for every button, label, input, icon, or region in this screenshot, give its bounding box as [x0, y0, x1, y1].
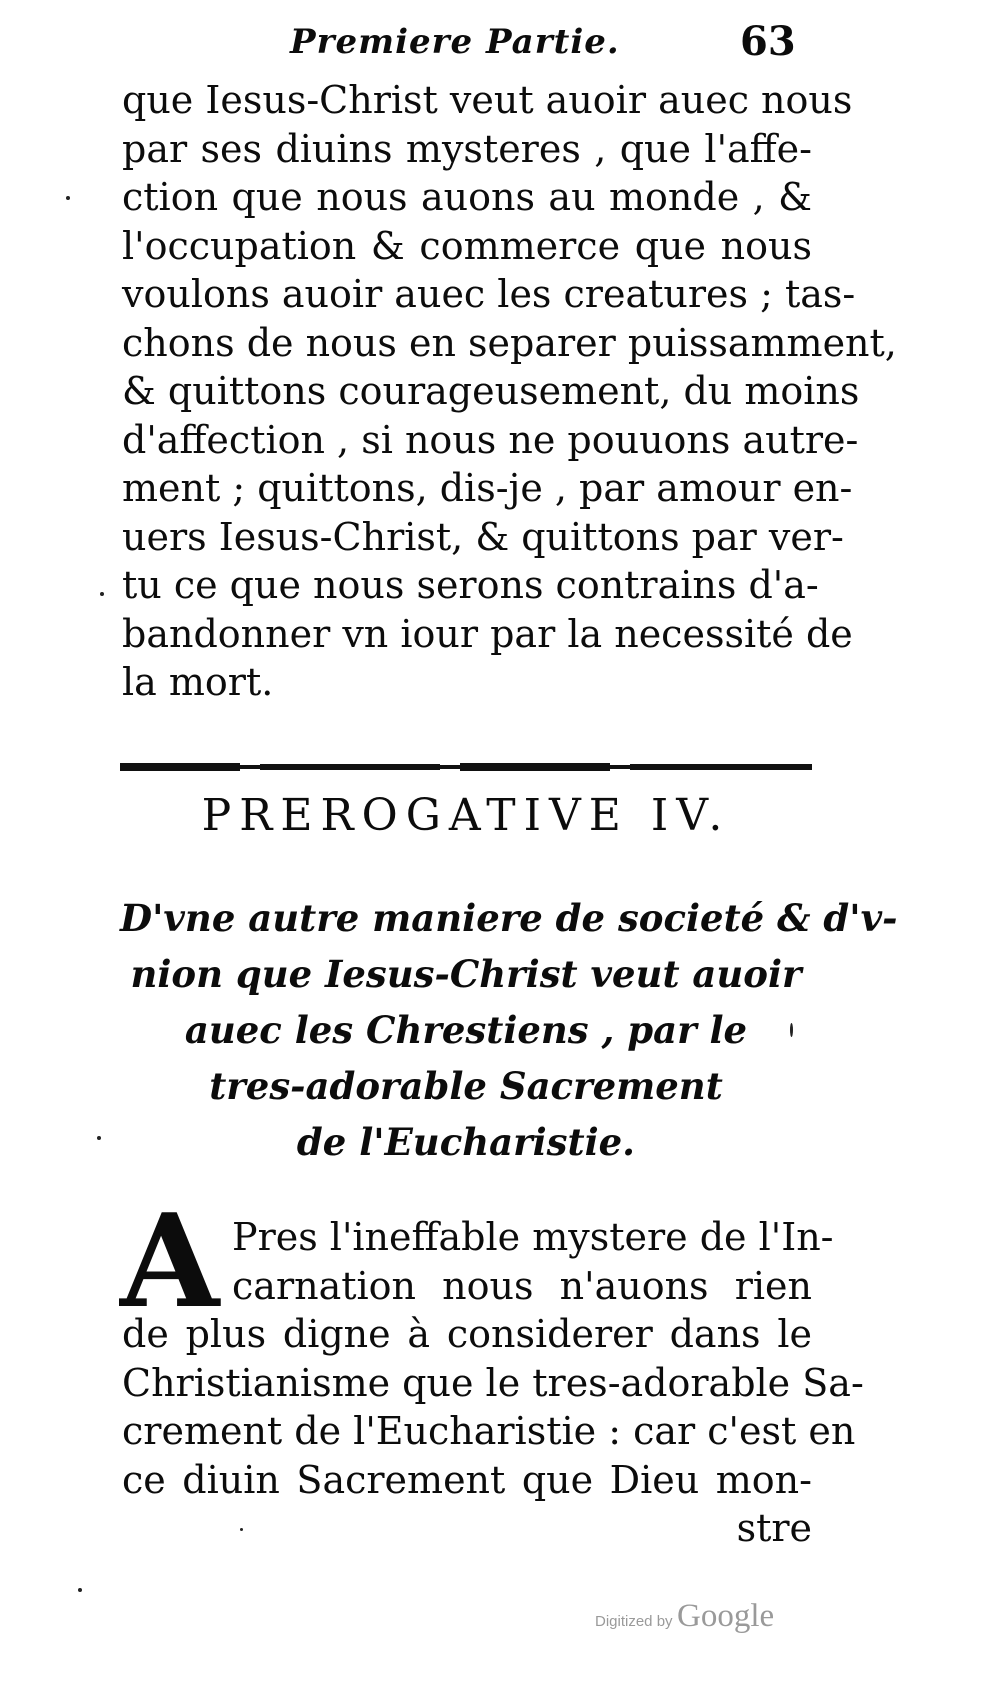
text-line: bandonner vn iour par la necessité de: [122, 611, 853, 656]
text-line: Christianisme que le tres-adorable Sa-: [122, 1360, 864, 1405]
bottom-paragraph: [120, 1187, 864, 1553]
running-title: Premiere Partie.: [290, 22, 620, 62]
text-line: ction que nous auons au monde , &: [122, 175, 812, 219]
ornamental-rule: [120, 760, 812, 774]
scan-speck: [790, 1023, 793, 1037]
text-line: uers Iesus-Christ, & quittons par ver-: [122, 514, 844, 559]
scan-speck: [66, 196, 70, 200]
text-line: chons de nous en separer puissamment,: [122, 320, 897, 365]
scan-speck: [78, 1588, 82, 1592]
top-paragraph: [122, 76, 897, 707]
subtitle-line: nion que Iesus-Christ veut auoir: [130, 952, 802, 996]
text-line: la mort.: [122, 660, 274, 704]
scan-speck: [97, 1136, 101, 1140]
text-line: tu ce que nous serons contrains d'a-: [122, 563, 819, 607]
scan-speck: [100, 592, 104, 596]
page-number: 63: [740, 18, 796, 65]
text-line: voulons auoir auec les creatures ; tas-: [122, 272, 856, 316]
text-line: crement de l'Eucharistie : car c'est en: [122, 1409, 856, 1453]
text-line: ce diuin Sacrement que Dieu mon-: [122, 1457, 812, 1502]
scan-speck: [240, 1528, 243, 1531]
catchword: stre: [736, 1506, 812, 1550]
digitized-label: Digitized by: [595, 1613, 673, 1630]
drop-cap: A: [120, 1187, 220, 1337]
text-line: & quittons courageusement, du moins: [122, 369, 860, 413]
section-title: PREROGATIVE IV.: [201, 790, 731, 841]
text-line: ment ; quittons, dis-je , par amour en-: [122, 466, 853, 510]
text-line: Pres l'ineffable mystere de l'In-: [232, 1215, 834, 1259]
digitized-watermark: [595, 1598, 774, 1635]
text-line: l'occupation & commerce que nous: [122, 223, 812, 268]
subtitle-line: auec les Chrestiens , par le: [184, 1008, 748, 1052]
text-line: que Iesus-Christ veut auoir auec nous: [122, 78, 853, 122]
subtitle-line: D'vne autre maniere de societé & d'v-: [120, 896, 898, 940]
google-logo: Google: [677, 1598, 775, 1634]
subtitle-line: de l'Eucharistie.: [296, 1120, 636, 1164]
subtitle-line: tres-adorable Sacrement: [209, 1064, 723, 1108]
text-line: carnation nous n'auons rien: [232, 1263, 812, 1308]
text-line: de plus digne à considerer dans le: [122, 1312, 812, 1356]
text-line: par ses diuins mysteres , que l'affe-: [122, 126, 812, 171]
section-subtitle: [120, 890, 898, 1170]
text-line: d'affection , si nous ne pouuons autre-: [122, 417, 859, 462]
